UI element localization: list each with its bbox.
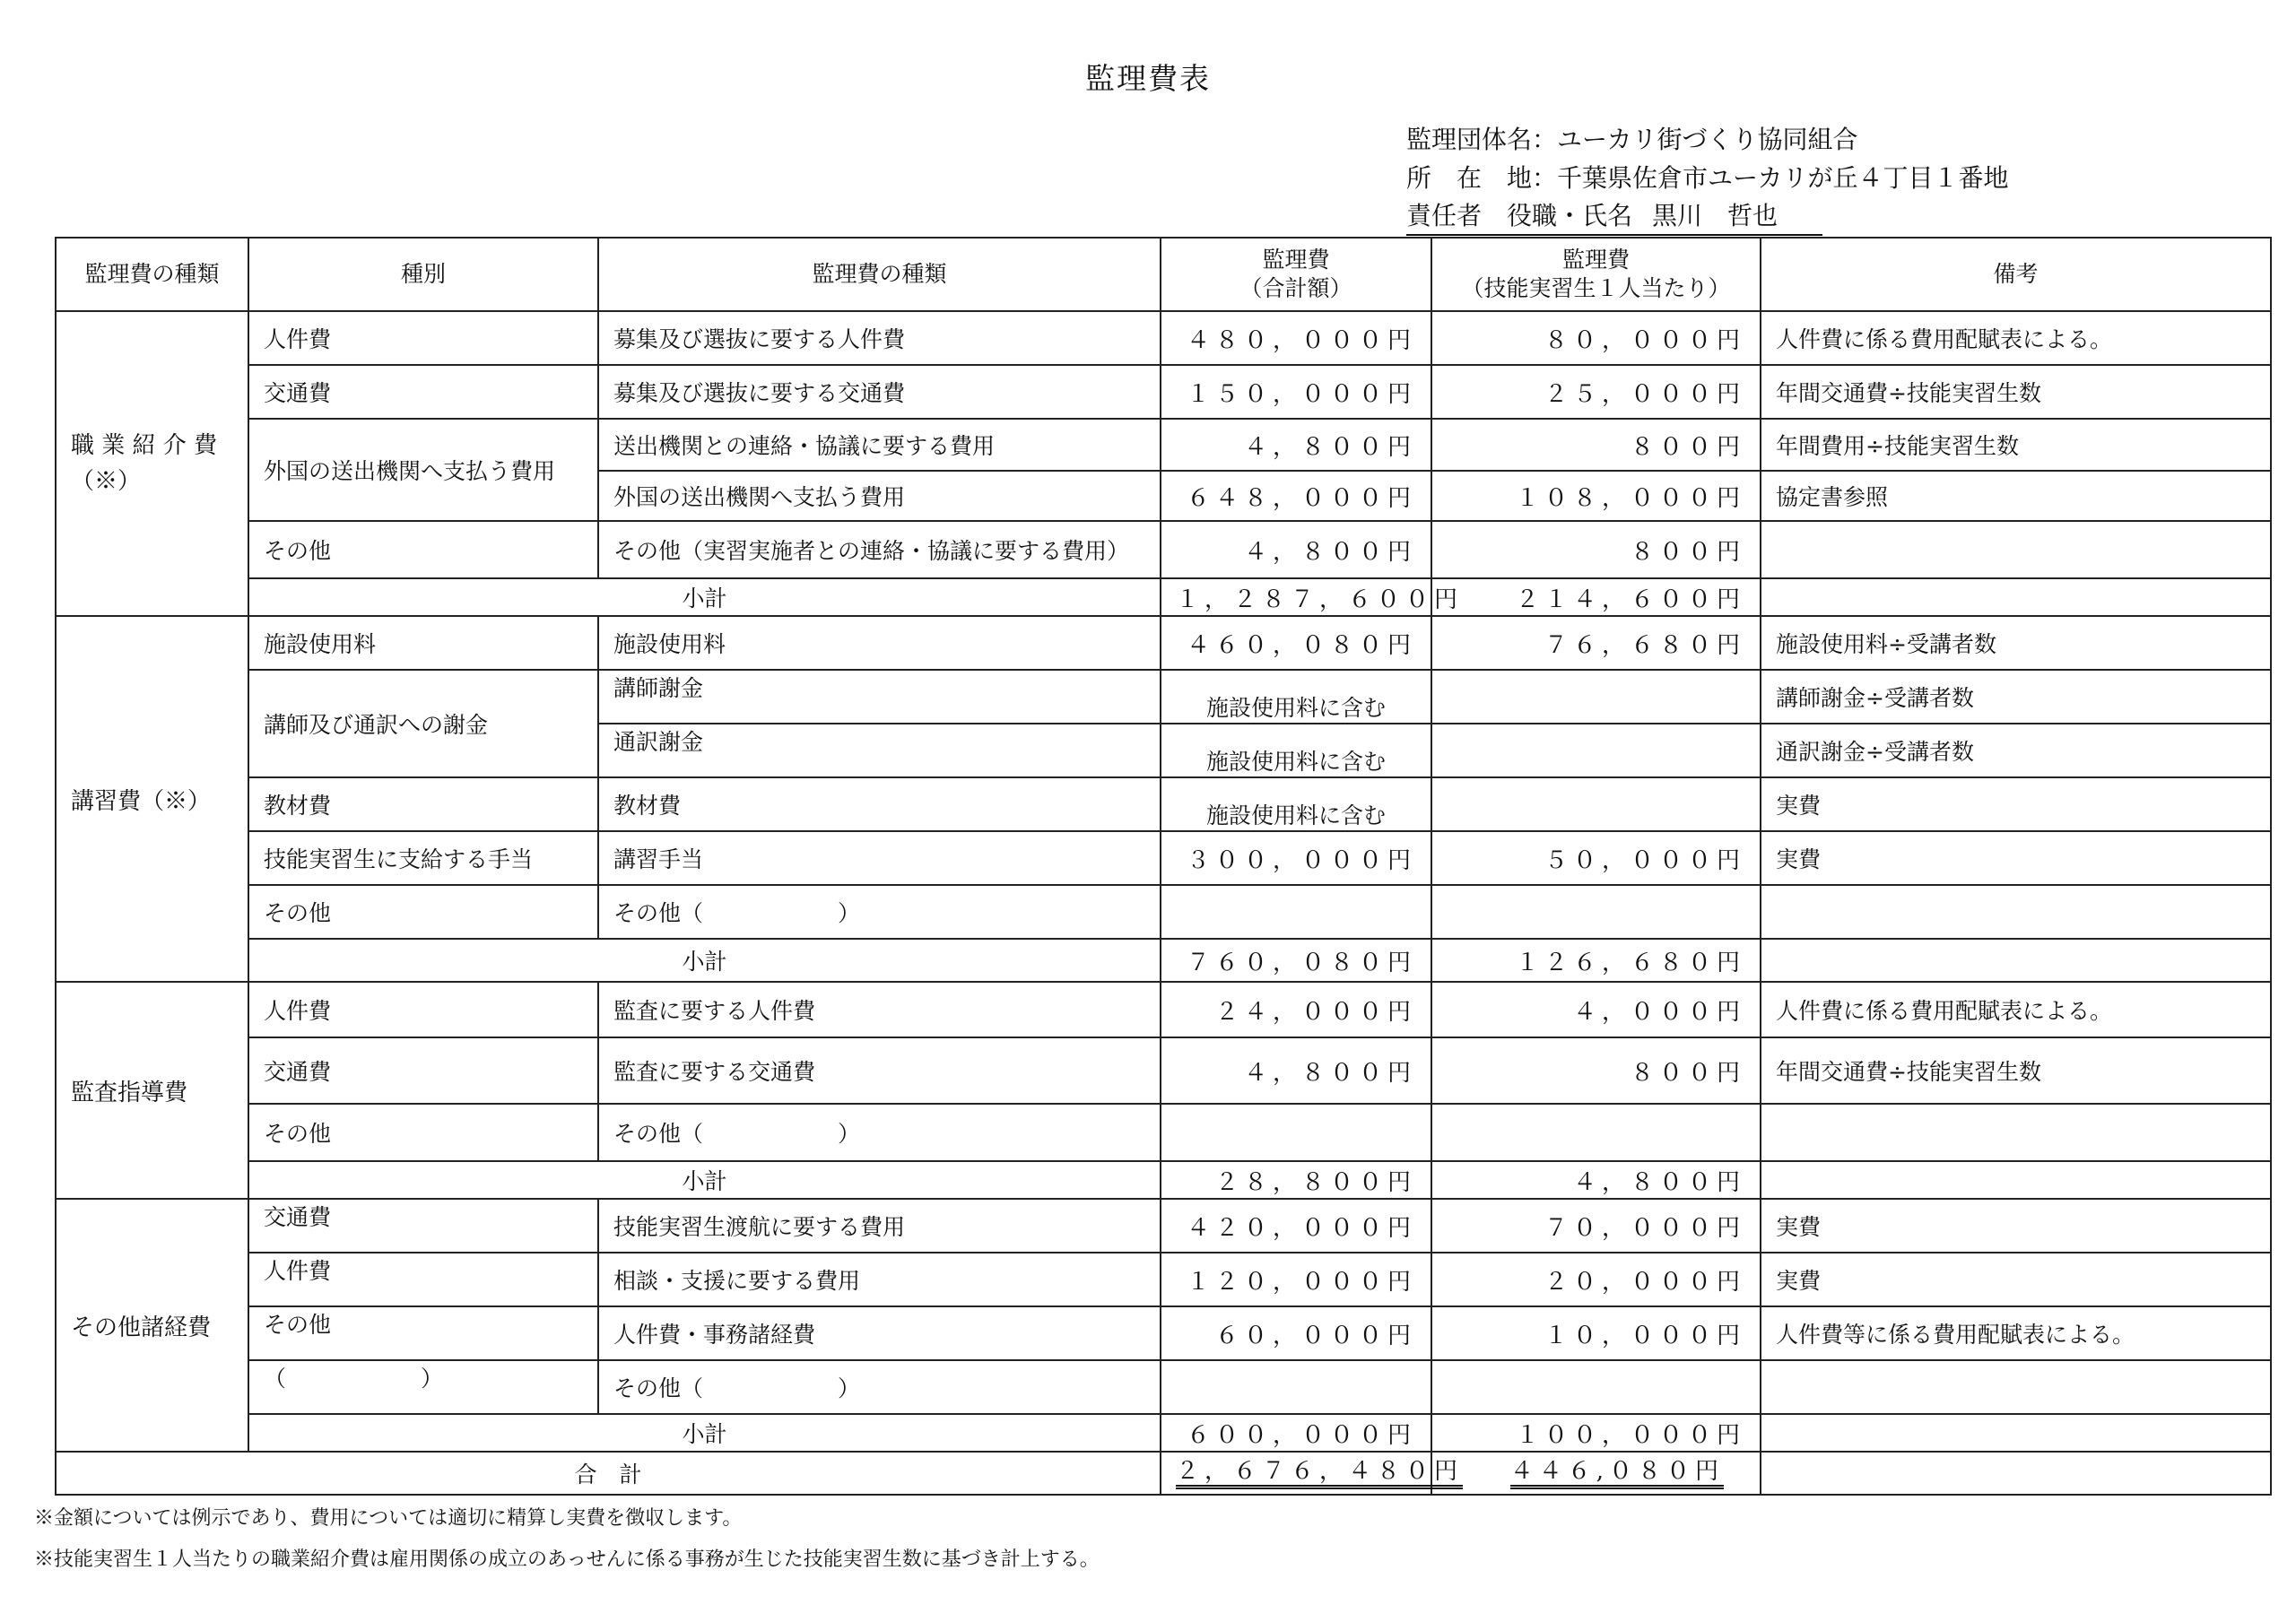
table-row	[56, 1253, 2271, 1306]
subtotal-label: 小計	[248, 1161, 1161, 1199]
org-responsible	[1406, 196, 1822, 236]
footnote-1: ※金額については例示であり、費用については適切に精算し実費を徴収します。	[34, 1507, 743, 1530]
subtotal-row	[56, 578, 2271, 616]
grand-total-total: ２，６７６，４８０円	[1176, 1458, 1463, 1489]
subtotal-remarks	[1761, 1161, 2271, 1199]
type-cell: 講師及び通訳への謝金	[248, 670, 598, 777]
per-cell: ７６，６８０円	[1431, 616, 1761, 670]
per-cell: ４，０００円	[1431, 982, 1761, 1037]
header-total-line1: 監理費	[1262, 247, 1330, 273]
item-cell: 外国の送出機関へ支払う費用	[598, 471, 1161, 521]
per-cell: ８００円	[1431, 521, 1761, 578]
table-row	[56, 777, 2271, 831]
per-cell	[1431, 885, 1761, 939]
subtotal-remarks	[1761, 578, 2271, 616]
per-cell: ８０，０００円	[1431, 311, 1761, 365]
per-cell: ７０，０００円	[1431, 1199, 1761, 1253]
remarks-cell: 講師謝金÷受講者数	[1761, 670, 2271, 724]
header-item: 監理費の種類	[598, 238, 1161, 311]
remarks-cell	[1761, 1360, 2271, 1414]
category-note: （※）	[71, 468, 142, 495]
type-cell: 施設使用料	[248, 616, 598, 670]
type-cell: その他	[248, 885, 598, 939]
total-cell: １２０，０００円	[1161, 1253, 1431, 1306]
table-row	[56, 831, 2271, 885]
category-label: 職 業 紹 介 費	[71, 432, 218, 459]
item-cell: 相談・支援に要する費用	[598, 1253, 1161, 1306]
total-cell: ４，８００円	[1161, 419, 1431, 471]
total-cell: 施設使用料に含む	[1161, 724, 1431, 777]
header-per-line1: 監理費	[1561, 247, 1630, 273]
responsible-name: 黒川 哲也	[1652, 201, 1779, 230]
category-sonota: その他諸経費	[56, 1199, 248, 1452]
per-cell	[1431, 1360, 1761, 1414]
subtotal-label: 小計	[248, 578, 1161, 616]
header-row	[56, 238, 2271, 311]
category-kansa: 監査指導費	[56, 982, 248, 1199]
type-cell: その他	[248, 521, 598, 578]
subtotal-total: ２８，８００円	[1161, 1161, 1431, 1199]
table-row	[56, 982, 2271, 1037]
type-cell: 教材費	[248, 777, 598, 831]
item-cell: 監査に要する交通費	[598, 1037, 1161, 1104]
table-row	[56, 1360, 2271, 1414]
subtotal-total: ７６０，０８０円	[1161, 939, 1431, 982]
subtotal-label: 小計	[248, 1414, 1161, 1452]
type-cell: 交通費	[248, 1199, 598, 1253]
remarks-cell	[1761, 885, 2271, 939]
item-cell: 施設使用料	[598, 616, 1161, 670]
item-cell: 講習手当	[598, 831, 1161, 885]
subtotal-per: ２１４，６００円	[1431, 578, 1761, 616]
table-row	[56, 1104, 2271, 1161]
subtotal-label: 小計	[248, 939, 1161, 982]
type-cell: 人件費	[248, 1253, 598, 1306]
type-cell: その他	[248, 1306, 598, 1360]
total-cell: ４８０，０００円	[1161, 311, 1431, 365]
remarks-cell: 年間交通費÷技能実習生数	[1761, 365, 2271, 419]
subtotal-row	[56, 939, 2271, 982]
subtotal-per: １００，０００円	[1431, 1414, 1761, 1452]
item-cell: 教材費	[598, 777, 1161, 831]
per-cell: １０，０００円	[1431, 1306, 1761, 1360]
type-cell: 交通費	[248, 1037, 598, 1104]
type-cell: 外国の送出機関へ支払う費用	[248, 419, 598, 521]
responsible-label: 責任者 役職・氏名	[1406, 201, 1633, 230]
total-cell: 施設使用料に含む	[1161, 670, 1431, 724]
footnote-2: ※技能実習生１人当たりの職業紹介費は雇用関係の成立のあっせんに係る事務が生じた技能実習生数に基づき計上する。	[34, 1548, 1100, 1571]
subtotal-remarks	[1761, 1414, 2271, 1452]
table-row	[56, 885, 2271, 939]
total-cell	[1161, 1360, 1431, 1414]
per-cell	[1431, 670, 1761, 724]
fee-table	[55, 237, 2272, 1496]
subtotal-per: １２６，６８０円	[1431, 939, 1761, 982]
type-cell: 人件費	[248, 982, 598, 1037]
total-cell: ４６０，０８０円	[1161, 616, 1431, 670]
item-cell: その他（ ）	[598, 1360, 1161, 1414]
per-cell: １０８，０００円	[1431, 471, 1761, 521]
total-cell: 施設使用料に含む	[1161, 777, 1431, 831]
per-cell	[1431, 724, 1761, 777]
remarks-cell: 実費	[1761, 831, 2271, 885]
subtotal-total: １，２８７，６００円	[1161, 578, 1431, 616]
header-remarks: 備考	[1761, 238, 2271, 311]
table-row	[56, 616, 2271, 670]
grand-total-label: 合 計	[56, 1452, 1161, 1495]
item-cell: その他（実習実施者との連絡・協議に要する費用）	[598, 521, 1161, 578]
remarks-cell	[1761, 521, 2271, 578]
remarks-cell: 通訳謝金÷受講者数	[1761, 724, 2271, 777]
total-cell	[1161, 885, 1431, 939]
item-cell: 監査に要する人件費	[598, 982, 1161, 1037]
per-cell: ５０，０００円	[1431, 831, 1761, 885]
total-cell: １５０，０００円	[1161, 365, 1431, 419]
item-cell: 人件費・事務諸経費	[598, 1306, 1161, 1360]
total-cell	[1161, 1104, 1431, 1161]
subtotal-remarks	[1761, 939, 2271, 982]
type-cell: 人件費	[248, 311, 598, 365]
type-cell: 交通費	[248, 365, 598, 419]
remarks-cell: 人件費に係る費用配賦表による。	[1761, 311, 2271, 365]
remarks-cell: 年間交通費÷技能実習生数	[1761, 1037, 2271, 1104]
header-per-line2: （技能実習生１人当たり）	[1461, 275, 1731, 301]
remarks-cell: 実費	[1761, 1199, 2271, 1253]
per-cell: ２５，０００円	[1431, 365, 1761, 419]
remarks-cell: 施設使用料÷受講者数	[1761, 616, 2271, 670]
total-cell: ４，８００円	[1161, 521, 1431, 578]
subtotal-row	[56, 1414, 2271, 1452]
item-cell: 送出機関との連絡・協議に要する費用	[598, 419, 1161, 471]
item-cell: 通訳謝金	[598, 724, 1161, 777]
subtotal-per: ４，８００円	[1431, 1161, 1761, 1199]
total-cell: ４２０，０００円	[1161, 1199, 1431, 1253]
remarks-cell: 実費	[1761, 1253, 2271, 1306]
org-address: 所 在 地：千葉県佐倉市ユーカリが丘４丁目１番地	[1406, 163, 2009, 193]
grand-total-row	[56, 1452, 2271, 1495]
table-row	[56, 521, 2271, 578]
grand-total-per-cell	[1431, 1452, 1761, 1495]
remarks-cell: 実費	[1761, 777, 2271, 831]
item-cell: その他（ ）	[598, 885, 1161, 939]
grand-total-remarks	[1761, 1452, 2271, 1495]
total-cell: ２４，０００円	[1161, 982, 1431, 1037]
item-cell: 募集及び選抜に要する交通費	[598, 365, 1161, 419]
per-cell	[1431, 777, 1761, 831]
per-cell: ８００円	[1431, 419, 1761, 471]
table-row	[56, 365, 2271, 419]
header-total	[1161, 238, 1431, 311]
item-cell: 講師謝金	[598, 670, 1161, 724]
subtotal-total: ６００，０００円	[1161, 1414, 1431, 1452]
type-cell: 技能実習生に支給する手当	[248, 831, 598, 885]
remarks-cell: 人件費等に係る費用配賦表による。	[1761, 1306, 2271, 1360]
category-shokugyo	[56, 311, 248, 616]
item-cell: 募集及び選抜に要する人件費	[598, 311, 1161, 365]
document-title: 監理費表	[1085, 61, 1211, 96]
remarks-cell: 年間費用÷技能実習生数	[1761, 419, 2271, 471]
remarks-cell	[1761, 1104, 2271, 1161]
remarks-cell: 協定書参照	[1761, 471, 2271, 521]
category-koshu: 講習費（※）	[56, 616, 248, 982]
table-row	[56, 1037, 2271, 1104]
grand-total-per: ４４６,０８０円	[1510, 1458, 1724, 1489]
item-cell: その他（ ）	[598, 1104, 1161, 1161]
item-cell: 技能実習生渡航に要する費用	[598, 1199, 1161, 1253]
table-row	[56, 1199, 2271, 1253]
header-per	[1431, 238, 1761, 311]
subtotal-row	[56, 1161, 2271, 1199]
total-cell: ６０，０００円	[1161, 1306, 1431, 1360]
total-cell: ４，８００円	[1161, 1037, 1431, 1104]
total-cell: ６４８，０００円	[1161, 471, 1431, 521]
total-cell: ３００，０００円	[1161, 831, 1431, 885]
type-cell: （ ）	[248, 1360, 598, 1414]
per-cell: ８００円	[1431, 1037, 1761, 1104]
remarks-cell: 人件費に係る費用配賦表による。	[1761, 982, 2271, 1037]
type-cell: その他	[248, 1104, 598, 1161]
table-row	[56, 311, 2271, 365]
header-type: 種別	[248, 238, 598, 311]
header-total-line2: （合計額）	[1239, 275, 1352, 301]
per-cell	[1431, 1104, 1761, 1161]
table-row	[56, 670, 2271, 724]
per-cell: ２０，０００円	[1431, 1253, 1761, 1306]
table-row	[56, 1306, 2271, 1360]
grand-total-total-cell	[1161, 1452, 1464, 1495]
org-name: 監理団体名：ユーカリ街づくり協同組合	[1406, 125, 1858, 154]
table-row	[56, 419, 2271, 471]
header-category: 監理費の種類	[56, 238, 248, 311]
